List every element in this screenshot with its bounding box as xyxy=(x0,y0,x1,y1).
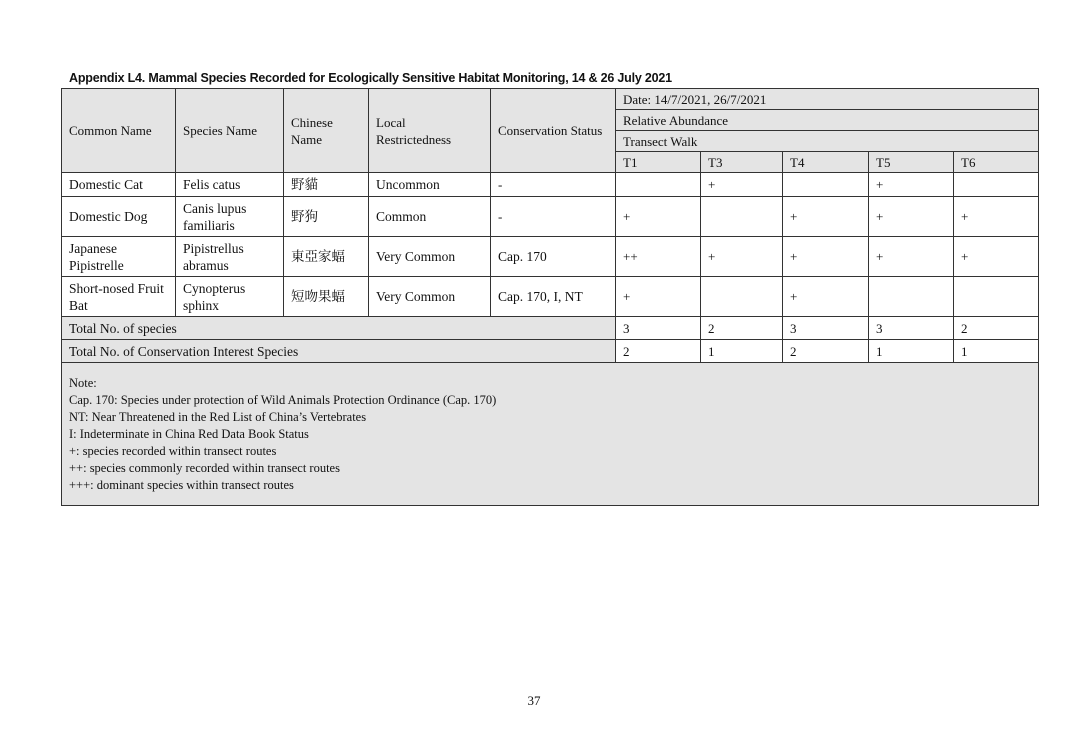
conservation-cell: - xyxy=(491,197,616,237)
abundance-cell xyxy=(701,277,783,317)
species-name-cell: Cynopterus sphinx xyxy=(176,277,284,317)
header-transect: T6 xyxy=(954,152,1039,173)
abundance-cell: + xyxy=(701,173,783,197)
table-row xyxy=(62,197,1039,237)
header-transect: T5 xyxy=(869,152,954,173)
abundance-cell xyxy=(869,277,954,317)
total-species-row xyxy=(62,317,1039,340)
header-row-1 xyxy=(62,89,1039,110)
total-cell: 2 xyxy=(783,340,869,363)
note-line: NT: Near Threatened in the Red List of China’s Vertebrates xyxy=(69,409,367,424)
conservation-cell: Cap. 170, I, NT xyxy=(491,277,616,317)
note-line: Cap. 170: Species under protection of Wild Animals Protection Ordinance (Cap. 170) xyxy=(69,392,497,407)
chinese-name-cell: 野狗 xyxy=(284,197,369,237)
chinese-name-cell: 東亞家蝠 xyxy=(284,237,369,277)
total-conservation-row xyxy=(62,340,1039,363)
species-name-cell: Pipistrellus abramus xyxy=(176,237,284,277)
header-species-name: Species Name xyxy=(176,89,284,173)
total-cell: 3 xyxy=(783,317,869,340)
abundance-cell: + xyxy=(869,173,954,197)
note-line: I: Indeterminate in China Red Data Book Status xyxy=(69,426,309,441)
header-date: Date: 14/7/2021, 26/7/2021 xyxy=(616,89,1039,110)
table-row xyxy=(62,277,1039,317)
table-title: Appendix L4. Mammal Species Recorded for Ecologically Sensitive Habitat Monitoring, 14 & 26 July 2021 xyxy=(69,71,672,85)
header-relative-abundance: Relative Abundance xyxy=(616,110,1039,131)
abundance-cell xyxy=(954,173,1039,197)
restrictedness-cell: Common xyxy=(369,197,491,237)
chinese-name-cell: 野貓 xyxy=(284,173,369,197)
abundance-cell: ++ xyxy=(616,237,701,277)
header-common-name: Common Name xyxy=(62,89,176,173)
restrictedness-cell: Very Common xyxy=(369,277,491,317)
abundance-cell: + xyxy=(869,197,954,237)
common-name-cell: Domestic Dog xyxy=(62,197,176,237)
species-name-cell: Felis catus xyxy=(176,173,284,197)
header-transect: T3 xyxy=(701,152,783,173)
abundance-cell: + xyxy=(783,237,869,277)
total-conservation-label: Total No. of Conservation Interest Species xyxy=(62,340,616,363)
note-line: Note: xyxy=(69,375,97,390)
header-transect-walk: Transect Walk xyxy=(616,131,1039,152)
common-name-cell: Japanese Pipistrelle xyxy=(62,237,176,277)
table-row xyxy=(62,237,1039,277)
notes-cell xyxy=(62,363,1039,506)
abundance-cell: + xyxy=(954,237,1039,277)
note-line: ++: species commonly recorded within transect routes xyxy=(69,460,340,475)
total-cell: 1 xyxy=(701,340,783,363)
total-cell: 2 xyxy=(954,317,1039,340)
header-conservation-status: Conservation Status xyxy=(491,89,616,173)
total-cell: 1 xyxy=(954,340,1039,363)
chinese-name-cell: 短吻果蝠 xyxy=(284,277,369,317)
abundance-cell: + xyxy=(616,277,701,317)
header-transect: T1 xyxy=(616,152,701,173)
header-transect: T4 xyxy=(783,152,869,173)
note-line: +++: dominant species within transect routes xyxy=(69,477,294,492)
common-name-cell: Domestic Cat xyxy=(62,173,176,197)
abundance-cell: + xyxy=(616,197,701,237)
abundance-cell xyxy=(783,173,869,197)
common-name-cell: Short-nosed Fruit Bat xyxy=(62,277,176,317)
species-name-cell: Canis lupus familiaris xyxy=(176,197,284,237)
total-species-label: Total No. of species xyxy=(62,317,616,340)
restrictedness-cell: Uncommon xyxy=(369,173,491,197)
conservation-cell: Cap. 170 xyxy=(491,237,616,277)
total-cell: 2 xyxy=(701,317,783,340)
total-cell: 2 xyxy=(616,340,701,363)
abundance-cell: + xyxy=(701,237,783,277)
conservation-cell: - xyxy=(491,173,616,197)
abundance-cell xyxy=(701,197,783,237)
header-chinese-name: Chinese Name xyxy=(284,89,369,173)
table-row xyxy=(62,173,1039,197)
abundance-cell xyxy=(616,173,701,197)
species-table xyxy=(61,88,1039,506)
notes-row xyxy=(62,363,1039,506)
abundance-cell: + xyxy=(783,197,869,237)
page-number: 37 xyxy=(527,693,541,708)
total-cell: 3 xyxy=(869,317,954,340)
abundance-cell: + xyxy=(869,237,954,277)
total-cell: 3 xyxy=(616,317,701,340)
abundance-cell: + xyxy=(954,197,1039,237)
note-line: +: species recorded within transect routes xyxy=(69,443,277,458)
abundance-cell xyxy=(954,277,1039,317)
restrictedness-cell: Very Common xyxy=(369,237,491,277)
total-cell: 1 xyxy=(869,340,954,363)
abundance-cell: + xyxy=(783,277,869,317)
header-local-restrictedness: Local Restrictedness xyxy=(369,89,491,173)
